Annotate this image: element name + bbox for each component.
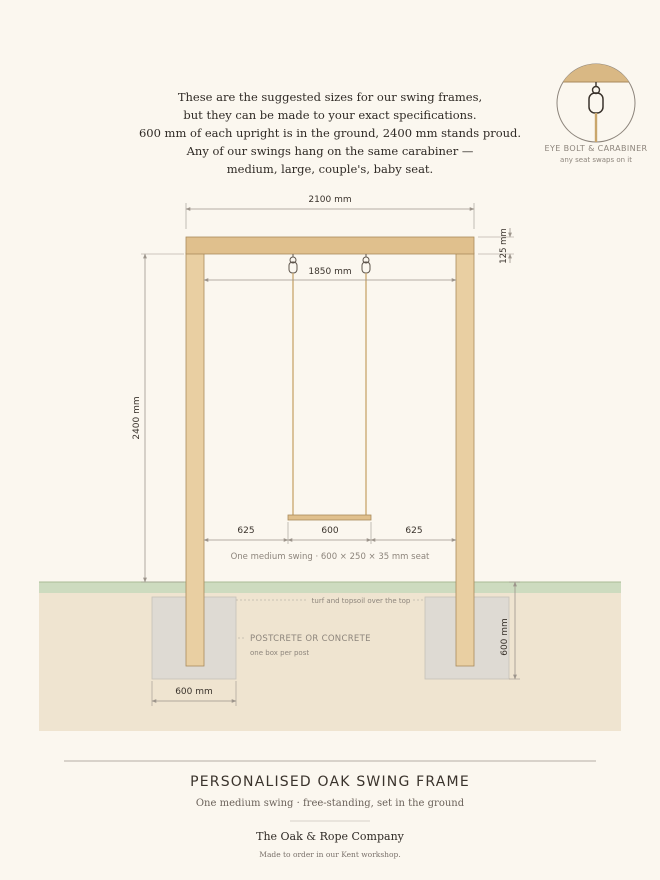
- gap-left-label: 625: [237, 526, 255, 536]
- inset-title: EYE BOLT & CARABINER: [544, 144, 648, 153]
- intro-line-5: medium, large, couple's, baby seat.: [226, 162, 434, 176]
- right-eye-bolt-icon: [362, 254, 370, 273]
- beam-height-label: 125 mm: [499, 228, 509, 264]
- hole-depth-label: 600 mm: [500, 618, 510, 656]
- concrete-title: POSTCRETE OR CONCRETE: [250, 634, 371, 644]
- left-eye-bolt-icon: [289, 254, 297, 273]
- inner-width-label: 1850 mm: [308, 267, 352, 277]
- footer-title: PERSONALISED OAK SWING FRAME: [190, 774, 470, 790]
- footer-note: Made to order in our Kent workshop.: [259, 850, 401, 859]
- turf-label: turf and topsoil over the top: [311, 597, 411, 605]
- inset-caption: any seat swaps on it: [560, 156, 632, 164]
- footer-subtitle: One medium swing · free-standing, set in the ground: [195, 798, 465, 809]
- eye-bolt-inset: [550, 60, 642, 142]
- intro-line-2: but they can be made to your exact specifications.: [183, 108, 477, 122]
- grass: [39, 582, 621, 593]
- intro-line-1: These are the suggested sizes for our swing frames,: [177, 90, 483, 104]
- gap-right-label: 625: [405, 526, 423, 536]
- swing-seat: [288, 515, 371, 520]
- footer-brand: The Oak & Rope Company: [256, 830, 404, 843]
- right-post: [456, 253, 474, 666]
- overall-width-label: 2100 mm: [308, 195, 352, 205]
- swing-caption: One medium swing · 600 × 250 × 35 mm seat: [230, 552, 430, 562]
- intro-line-4: Any of our swings hang on the same carabiner —: [186, 144, 474, 158]
- height-label: 2400 mm: [132, 396, 142, 440]
- intro-line-3: 600 mm of each upright is in the ground, 2400 mm stands proud.: [138, 126, 522, 140]
- soil: [39, 591, 621, 731]
- hole-width-label: 600 mm: [175, 687, 213, 697]
- seat-width-label: 600: [321, 526, 339, 536]
- top-beam: [186, 237, 474, 254]
- left-post: [186, 253, 204, 666]
- concrete-caption: one box per post: [250, 649, 310, 657]
